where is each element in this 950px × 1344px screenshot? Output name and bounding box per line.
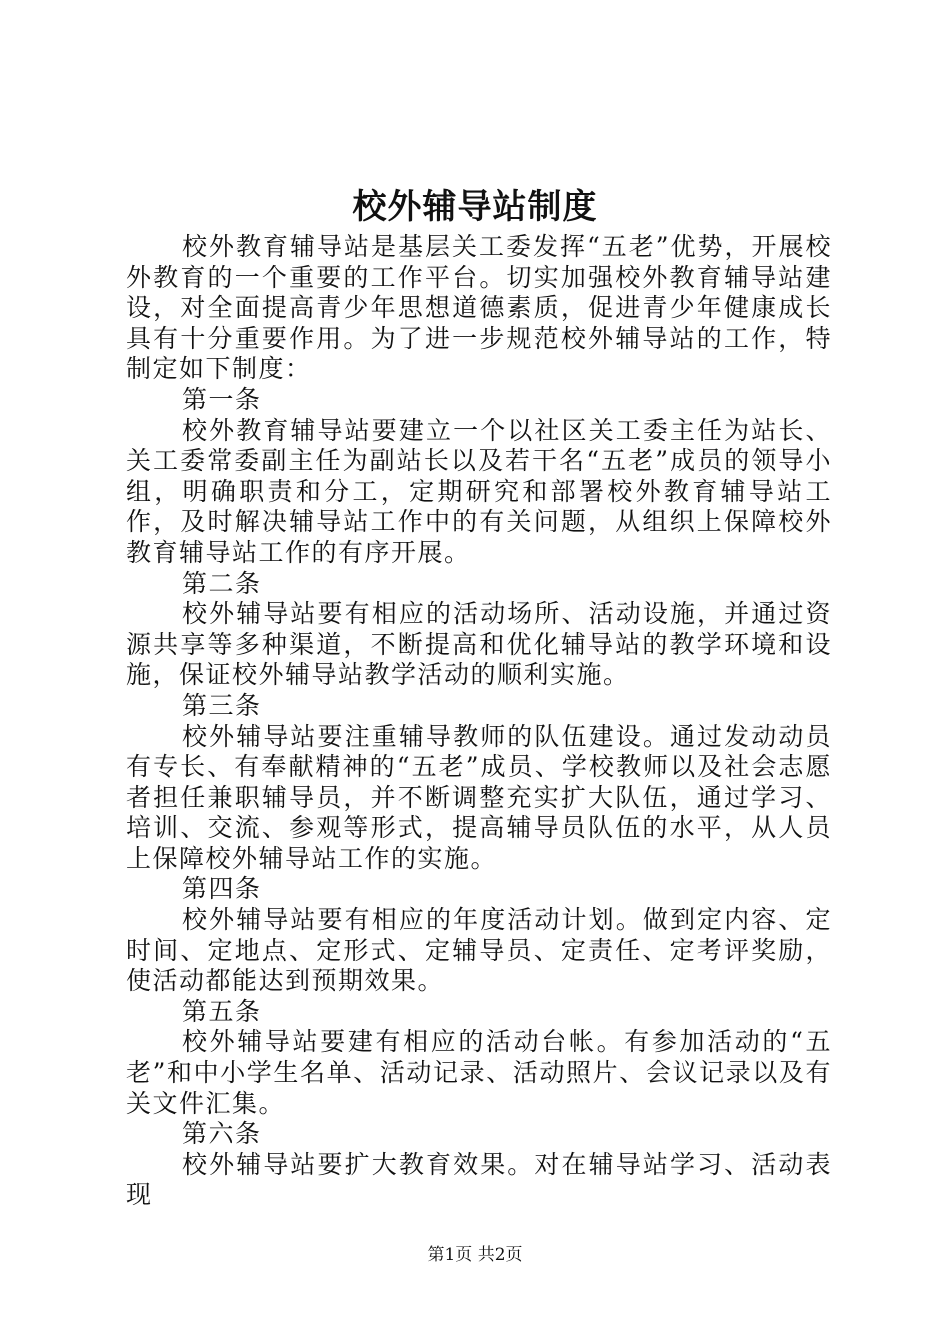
- document-body: [126, 232, 832, 1211]
- intro-paragraph: 校外教育辅导站是基层关工委发挥“五老”优势，开展校外教育的一个重要的工作平台。切实加强校外教育辅导站建设，对全面提高青少年思想道德素质，促进青少年健康成长具有十分重要作用。为了进一步规范校外辅导站的工作，特制定如下制度：: [126, 232, 832, 384]
- article-1-text: 校外教育辅导站要建立一个以社区关工委主任为站长、关工委常委副主任为副站长以及若干名“五老”成员的领导小组，明确职责和分工，定期研究和部署校外教育辅导站工作，及时解决辅导站工作中的有关问题，从组织上保障校外教育辅导站工作的有序开展。: [126, 415, 832, 567]
- article-2-heading: 第二条: [182, 568, 262, 598]
- article-5-heading: 第五条: [182, 996, 262, 1026]
- article-6-text: 校外辅导站要扩大教育效果。对在辅导站学习、活动表现: [126, 1149, 832, 1210]
- article-6-heading: 第六条: [182, 1119, 262, 1149]
- document-title: 校外辅导站制度: [352, 187, 598, 227]
- article-3-heading: 第三条: [182, 690, 262, 720]
- article-2-text: 校外辅导站要有相应的活动场所、活动设施，并通过资源共享等多种渠道，不断提高和优化辅导站的教学环境和设施，保证校外辅导站教学活动的顺利实施。: [126, 599, 832, 690]
- article-4-text: 校外辅导站要有相应的年度活动计划。做到定内容、定时间、定地点、定形式、定辅导员、定责任、定考评奖励，使活动都能达到预期效果。: [126, 905, 832, 996]
- page-footer: 第1页 共2页: [427, 1245, 523, 1265]
- article-4-heading: 第四条: [182, 874, 262, 904]
- article-1-heading: 第一条: [182, 384, 262, 414]
- article-5-text: 校外辅导站要建有相应的活动台帐。有参加活动的“五老”和中小学生名单、活动记录、活动照片、会议记录以及有关文件汇集。: [126, 1027, 832, 1118]
- article-3-text: 校外辅导站要注重辅导教师的队伍建设。通过发动动员有专长、有奉献精神的“五老”成员、学校教师以及社会志愿者担任兼职辅导员，并不断调整充实扩大队伍，通过学习、培训、交流、参观等形式，提高辅导员队伍的水平，从人员上保障校外辅导站工作的实施。: [126, 721, 832, 873]
